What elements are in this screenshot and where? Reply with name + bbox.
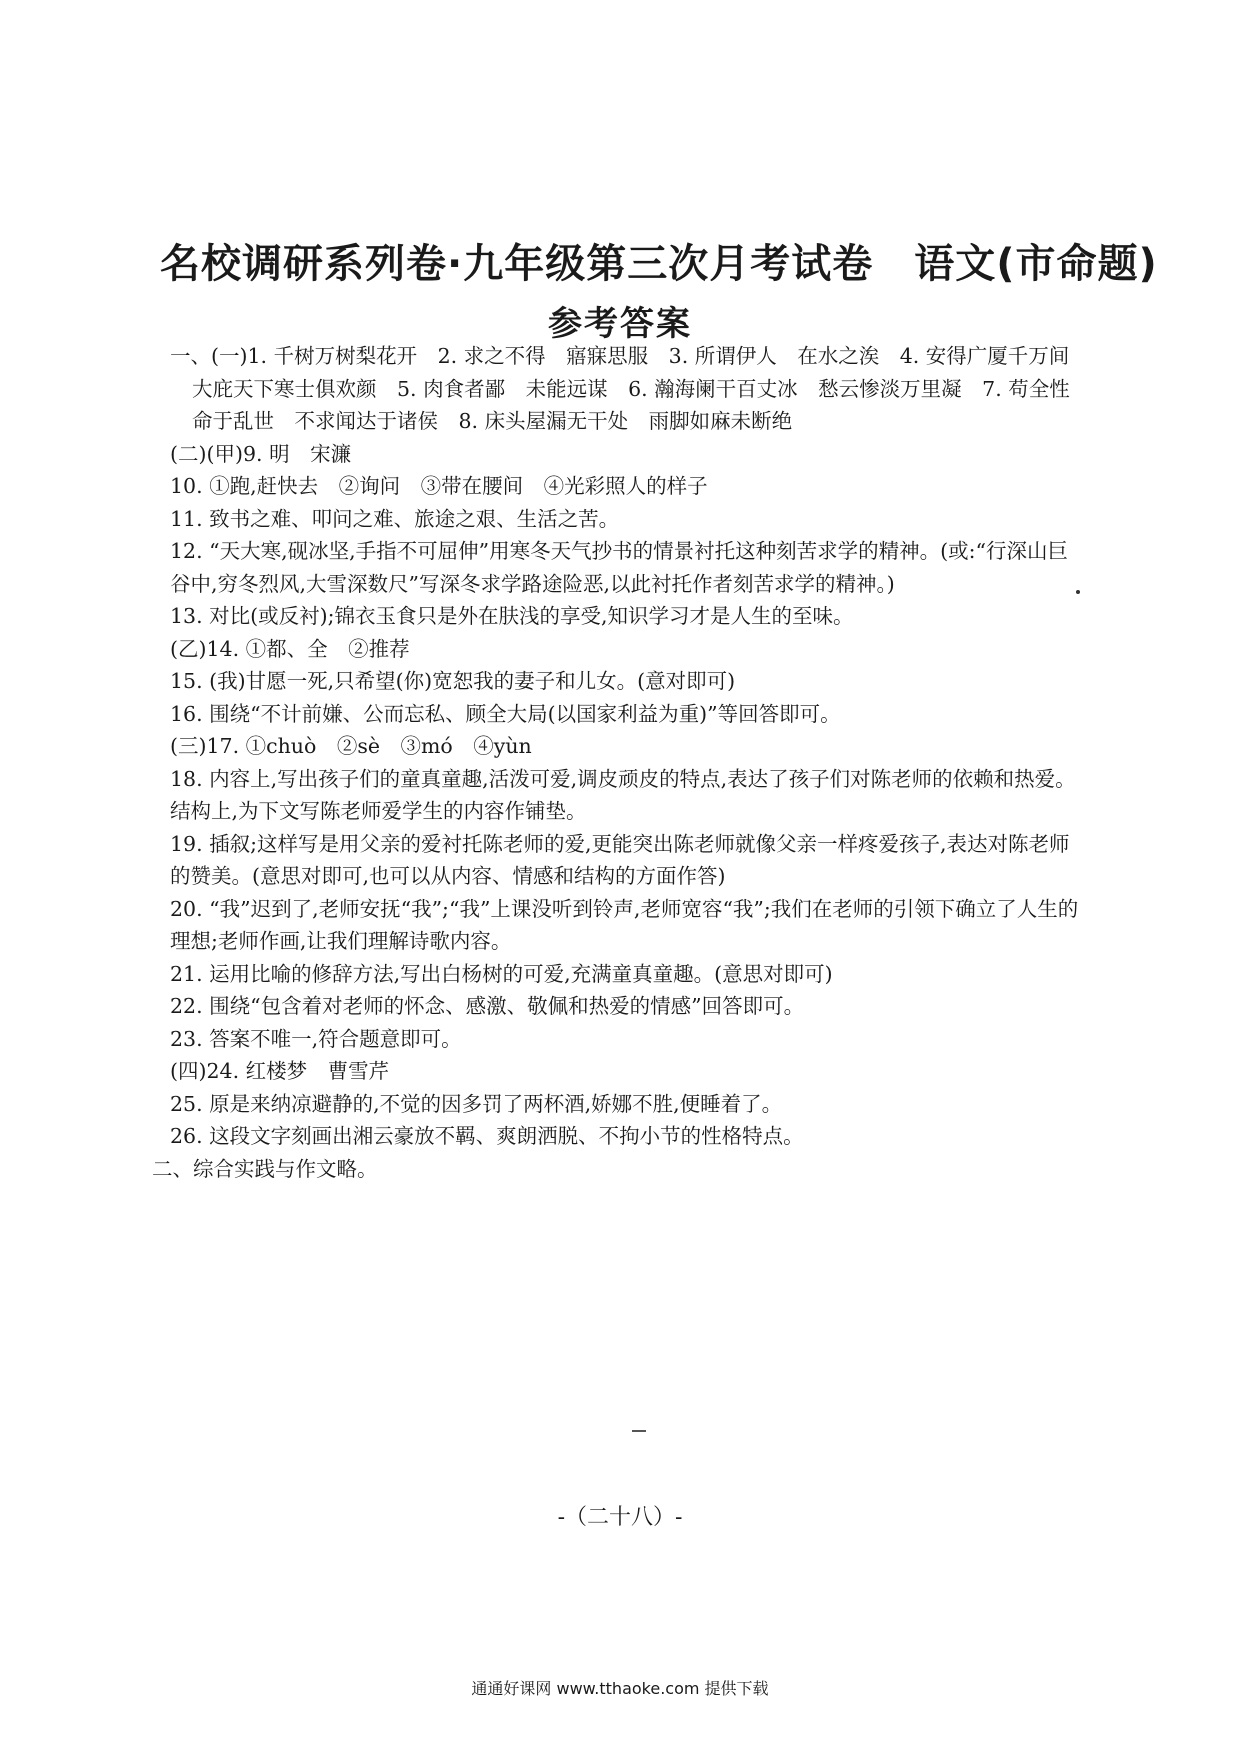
answer-paragraph-3: 10. ①跑,赶快去 ②询问 ③带在腰间 ④光彩照人的样子 (170, 474, 708, 498)
document-title: 名校调研系列卷·九年级第三次月考试卷 语文(市命题) (160, 241, 1158, 287)
answer-paragraph-6: 13. 对比(或反衬);锦衣玉食只是外在肤浅的享受,知识学习才是人生的至味。 (170, 604, 854, 628)
answer-paragraph-11: 18. 内容上,写出孩子们的童真童趣,活泼可爱,调皮顽皮的特点,表达了孩子们对陈老师的依赖和热爱。结构上,为下文写陈老师爱学生的内容作铺垫。 (170, 766, 1076, 823)
answer-paragraph-13: 20. “我”迟到了,老师安抚“我”;“我”上课没听到铃声,老师宽容“我”;我们在老师的引领下确立了人生的理想;老师作画,让我们理解诗歌内容。 (170, 896, 1079, 953)
answer-paragraph-1: 一、(一)1. 千树万树梨花开 2. 求之不得 寤寐思服 3. 所谓伊人 在水之涘 4. 安得广厦千万间 大庇天下寒士俱欢颜 5. 肉食者鄙 未能远谋 6. 瀚海阑干百丈冰 愁云惨淡万里凝 7. 苟全性命于乱世 不求闻达于诸侯 8. 床头屋漏无干处 雨脚如麻未断绝 (170, 344, 1090, 433)
answer-paragraph-10: (三)17. ①chuò ②sè ③mó ④yùn (170, 734, 532, 758)
answer-paragraph-20: 二、综合实践与作文略。 (152, 1156, 378, 1181)
answer-paragraph-5: 12. “天大寒,砚冰坚,手指不可屈伸”用寒冬天气抄书的情景衬托这种刻苦求学的精神。(或:“行深山巨谷中,穷冬烈风,大雪深数尺”写深冬求学路途险恶,以此衬托作者刻苦求学的精神。) (170, 539, 1068, 596)
answer-paragraph-17: (四)24. 红楼梦 曹雪芹 (170, 1059, 390, 1083)
answer-body (152, 340, 1090, 1185)
answer-paragraph-7: (乙)14. ①都、全 ②推荐 (170, 636, 410, 661)
answer-paragraph-15: 22. 围绕“包含着对老师的怀念、感激、敬佩和热爱的情感”回答即可。 (170, 994, 805, 1018)
answer-paragraph-16: 23. 答案不唯一,符合题意即可。 (170, 1026, 462, 1051)
answer-paragraph-18: 25. 原是来纳凉避静的,不觉的因多罚了两杯酒,娇娜不胜,便睡着了。 (170, 1091, 783, 1116)
answer-paragraph-19: 26. 这段文字刻画出湘云豪放不羁、爽朗洒脱、不拘小节的性格特点。 (170, 1124, 804, 1148)
answer-paragraph-4: 11. 致书之难、叩问之难、旅途之艰、生活之苦。 (170, 506, 620, 531)
answer-paragraph-8: 15. (我)甘愿一死,只希望(你)宽恕我的妻子和儿女。(意对即可) (170, 669, 736, 693)
answer-paragraph-12: 19. 插叙;这样写是用父亲的爱衬托陈老师的爱,更能突出陈老师就像父亲一样疼爱孩子,表达对陈老师的赞美。(意思对即可,也可以从内容、情感和结构的方面作答) (170, 831, 1070, 888)
answer-paragraph-9: 16. 围绕“不计前嫌、公而忘私、顾全大局(以国家利益为重)”等回答即可。 (170, 701, 841, 726)
scan-mark (632, 1430, 646, 1432)
download-footer: 通通好课网 www.tthaoke.com 提供下载 (471, 1679, 769, 1698)
answer-paragraph-2: (二)(甲)9. 明 宋濂 (170, 441, 352, 466)
answer-paragraph-14: 21. 运用比喻的修辞方法,写出白杨树的可爱,充满童真童趣。(意思对即可) (170, 961, 833, 986)
page-number: -（二十八）- (557, 1505, 683, 1530)
document-subtitle: 参考答案 (548, 304, 692, 344)
